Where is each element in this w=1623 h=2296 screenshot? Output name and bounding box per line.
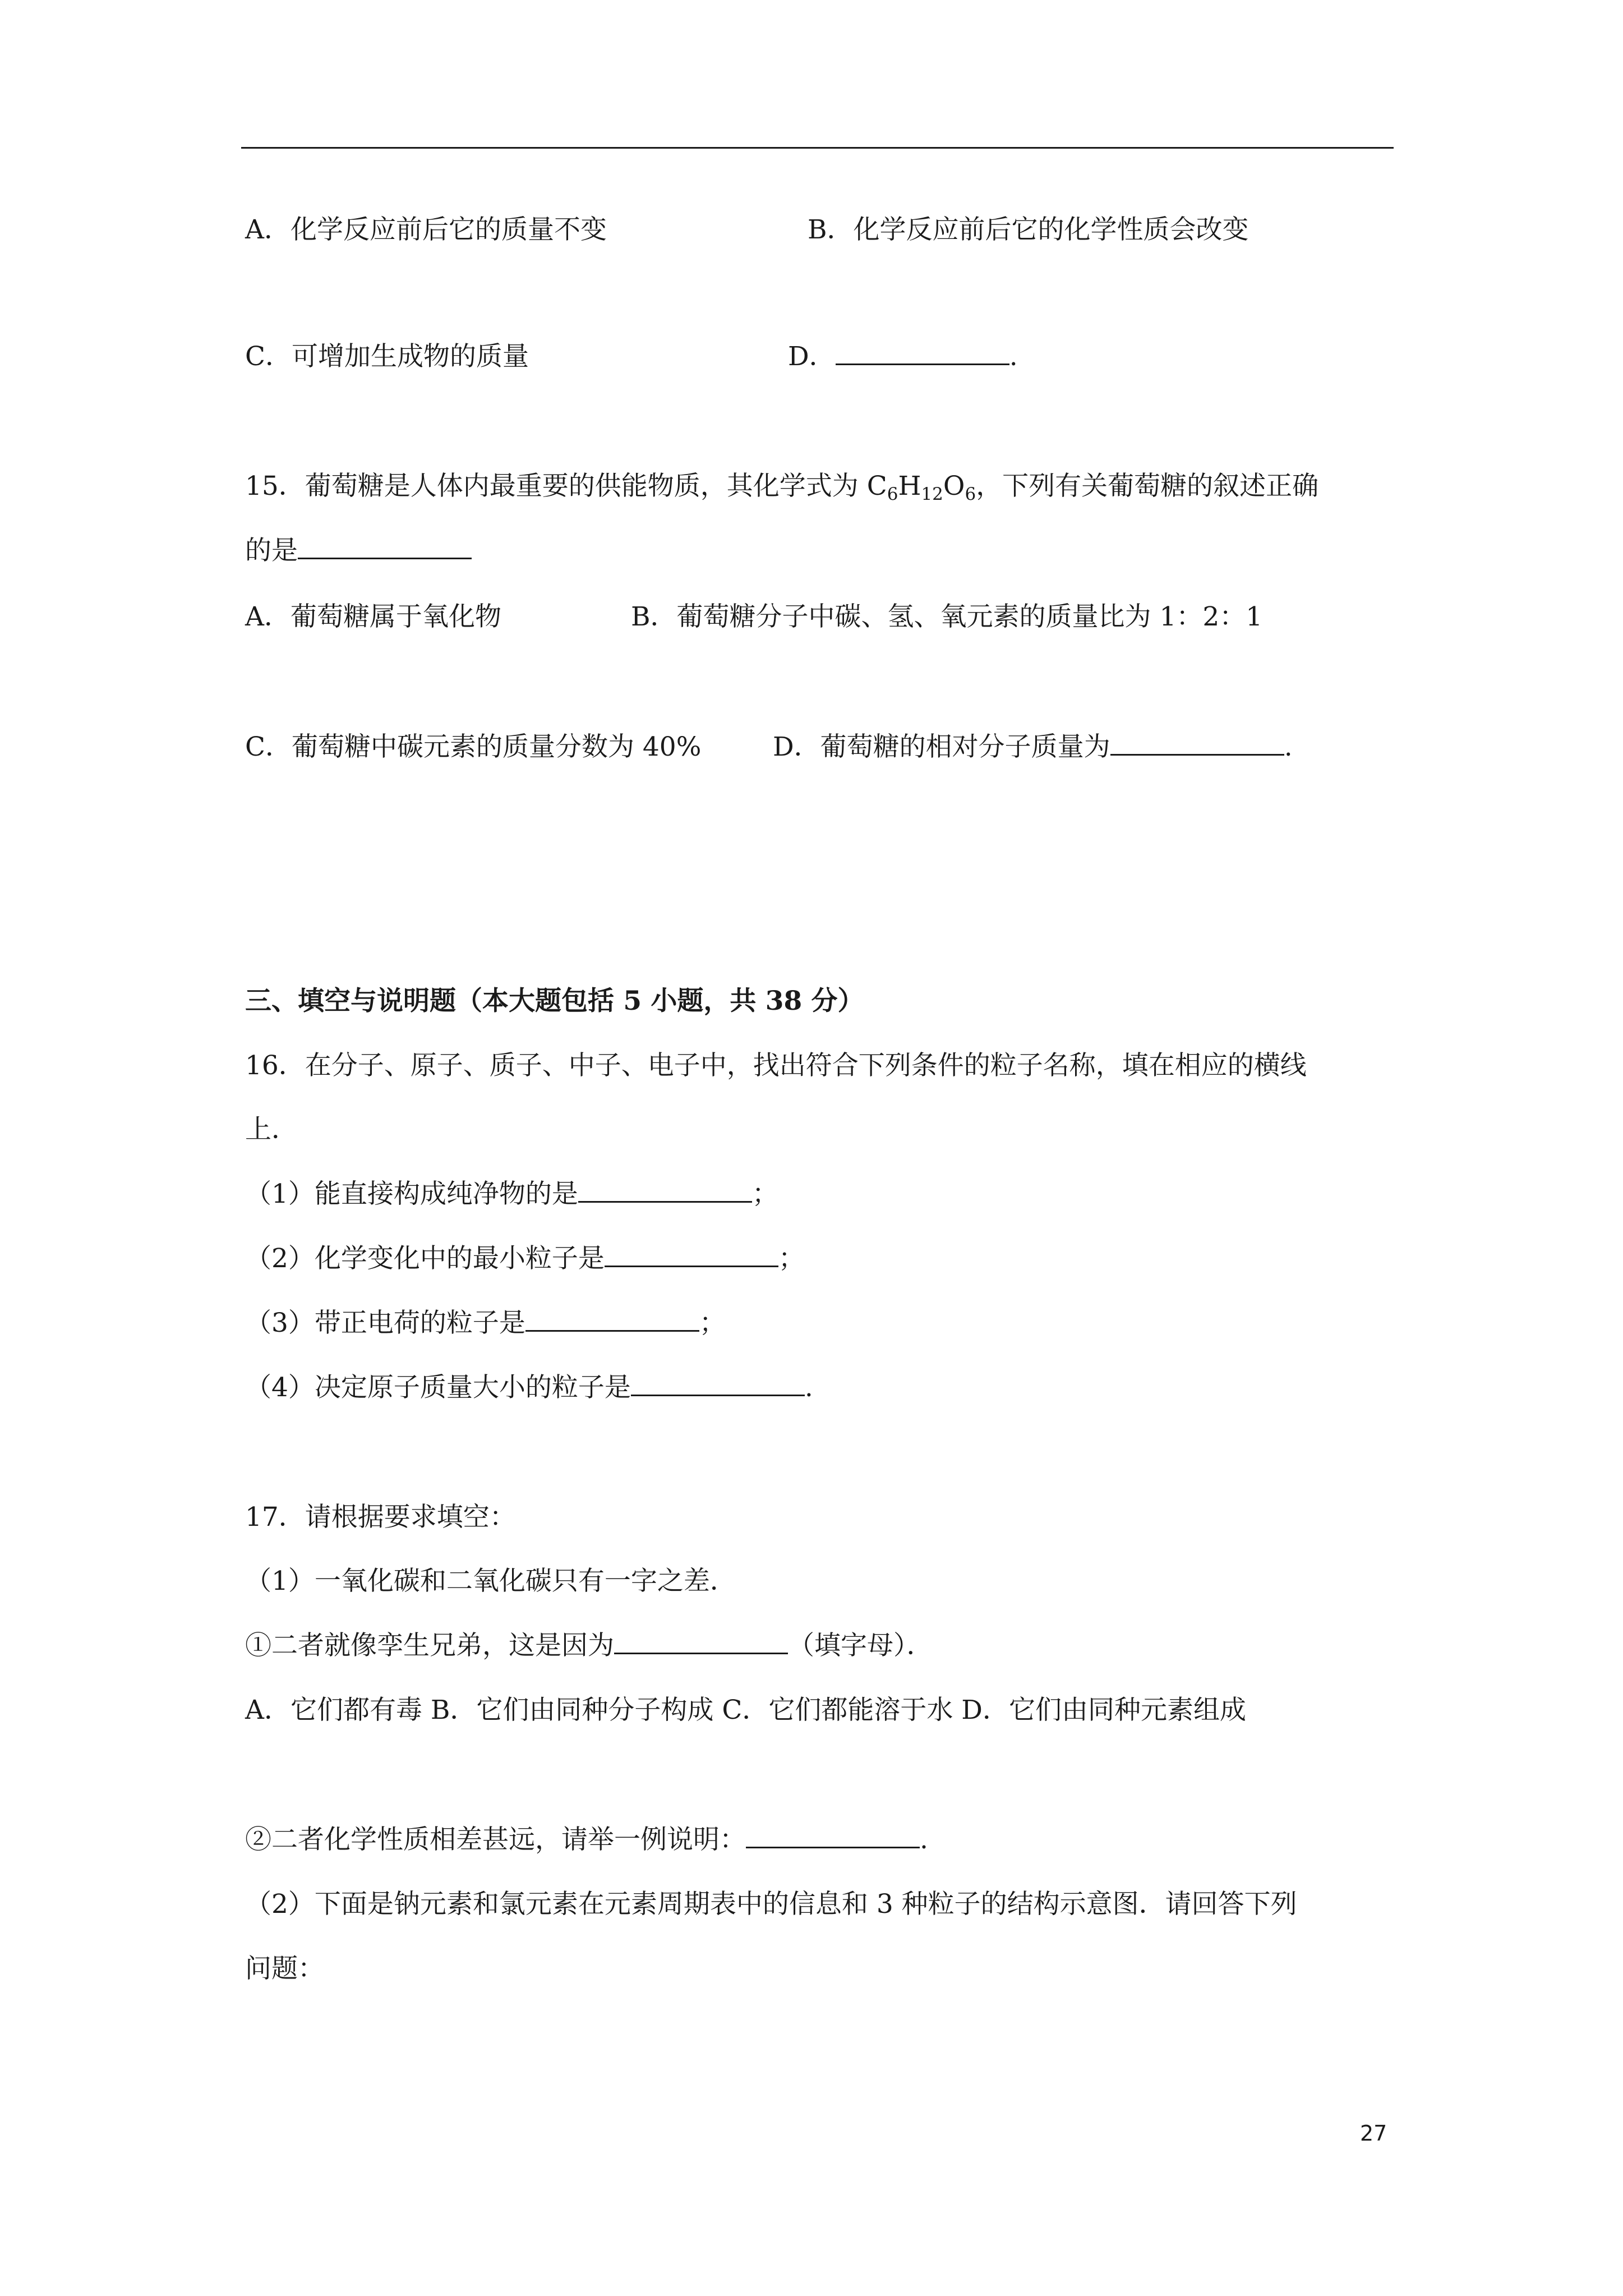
q15-answer-blank[interactable] [298, 535, 472, 559]
q17-options: A．它们都有毒 B．它们由同种分子构成 C．它们都能溶于水 D．它们由同种元素组成 [245, 1695, 1246, 1726]
q14-option-b: B．化学反应前后它的化学性质会改变 [808, 214, 1249, 245]
q15-formula-o: O [943, 471, 965, 501]
q17-sub-2 [245, 1822, 928, 1858]
q17-stem: 17．请根据要求填空： [245, 1502, 516, 1533]
q15-option-d-suffix: . [1284, 731, 1293, 762]
q15-sub-h: 12 [921, 484, 943, 504]
q16-item-4-text: （4）决定原子质量大小的粒子是 [245, 1372, 631, 1403]
q15-option-b: B．葡萄糖分子中碳、氢、氧元素的质量比为 1：2：1 [631, 601, 1263, 632]
q16-item-1 [245, 1176, 778, 1212]
q16-stem-line1: 16．在分子、原子、质子、中子、电子中，找出符合下列条件的粒子名称，填在相应的横线 [245, 1050, 1307, 1081]
q16-item-1-text: （1）能直接构成纯净物的是 [245, 1179, 578, 1209]
q17-sub-1-pre: ①二者就像孪生兄弟，这是因为 [245, 1630, 614, 1661]
q17-sub-1 [245, 1628, 933, 1664]
q14-option-a: A．化学反应前后它的质量不变 [245, 214, 607, 245]
q15-stem-line2 [245, 533, 472, 569]
q15-sub-c: 6 [887, 484, 898, 504]
q14-option-c: C．可增加生成物的质量 [245, 341, 529, 372]
q16-item-2 [245, 1241, 805, 1277]
q16-item-3-text: （3）带正电荷的粒子是 [245, 1308, 525, 1338]
q16-item-4-blank[interactable] [631, 1372, 805, 1396]
q15-option-d [773, 729, 1293, 765]
q14-answer-blank[interactable] [836, 341, 1009, 365]
q17-sub-2-post: . [920, 1824, 928, 1855]
q15-stem-line2-text: 的是 [245, 535, 298, 566]
q16-item-1-blank[interactable] [578, 1179, 752, 1203]
q17-part-1: （1）一氧化碳和二氧化碳只有一字之差． [245, 1566, 736, 1596]
q16-item-3-blank[interactable] [525, 1308, 699, 1332]
q15-option-d-blank[interactable] [1110, 731, 1284, 756]
q16-item-2-text: （2）化学变化中的最小粒子是 [245, 1243, 605, 1274]
q17-part-2-line2: 问题： [245, 1953, 324, 1984]
q17-sub-2-pre: ②二者化学性质相差甚远，请举一例说明： [245, 1824, 746, 1855]
q15-stem-pre: 15．葡萄糖是人体内最重要的供能物质，其化学式为 C [245, 471, 887, 501]
q16-item-2-blank[interactable] [605, 1243, 778, 1267]
q14-option-d-suffix: . [1009, 341, 1018, 372]
q16-item-2-suffix: ； [778, 1243, 805, 1274]
q16-stem-line2: 上． [245, 1114, 298, 1145]
q16-item-3-suffix: ； [699, 1308, 726, 1338]
q16-item-3 [245, 1305, 726, 1341]
page-number: 27 [1360, 2121, 1387, 2146]
q15-stem-post: ，下列有关葡萄糖的叙述正确 [976, 471, 1319, 501]
q14-option-d [788, 339, 1018, 375]
q17-sub-1-blank[interactable] [614, 1630, 788, 1654]
q16-item-1-suffix: ； [751, 1179, 778, 1209]
header-rule [241, 147, 1394, 149]
q17-part-2-line1: （2）下面是钠元素和氯元素在元素周期表中的信息和 3 种粒子的结构示意图．请回答下列 [245, 1889, 1297, 1920]
q17-sub-2-blank[interactable] [746, 1824, 920, 1848]
q16-item-4 [245, 1370, 813, 1406]
q16-item-4-suffix: . [804, 1372, 813, 1403]
q15-option-d-text: D．葡萄糖的相对分子质量为 [773, 731, 1110, 762]
q15-option-c: C．葡萄糖中碳元素的质量分数为 40% [245, 731, 702, 762]
q17-sub-1-post: （填字母）． [788, 1630, 933, 1661]
q15-sub-o: 6 [965, 484, 976, 504]
q15-stem [245, 468, 1318, 504]
q14-option-d-prefix: D． [788, 341, 836, 372]
section-3-heading: 三、填空与说明题（本大题包括 5 小题，共 38 分） [245, 986, 864, 1016]
q15-option-a: A．葡萄糖属于氧化物 [245, 601, 501, 632]
q15-formula-h: H [898, 471, 921, 501]
